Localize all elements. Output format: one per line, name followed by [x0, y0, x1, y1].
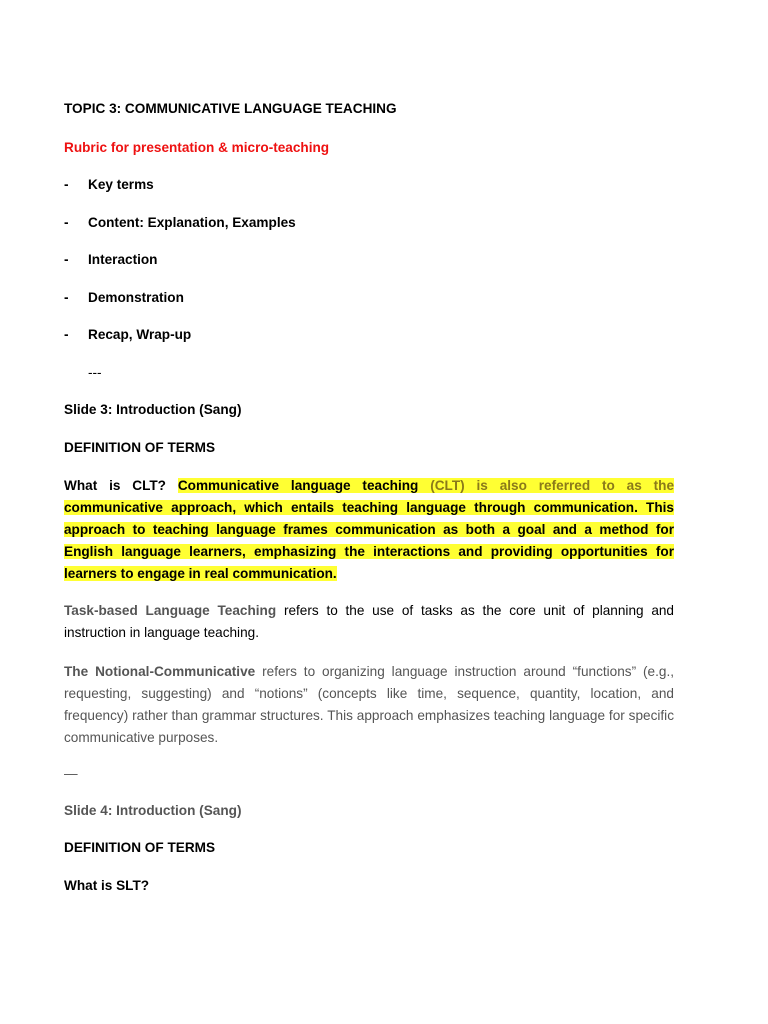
- slide4-title: Slide 4: Introduction (Sang): [64, 803, 242, 818]
- list-item: - Key terms: [88, 174, 154, 196]
- clt-abbr: (CLT) is also referred to as the: [430, 478, 675, 493]
- tblt-body: refers to the use of tasks as the core unit of planning and instruction in language teaching.: [64, 603, 674, 640]
- clt-definition: [64, 475, 674, 585]
- slt-question: What is SLT?: [64, 878, 150, 893]
- separator: —: [64, 766, 78, 781]
- list-item: - Demonstration: [88, 287, 184, 309]
- rubric-heading: Rubric for presentation & micro-teaching: [64, 140, 330, 155]
- clt-question: What is CLT?: [64, 478, 166, 493]
- clt-term: Communicative language teaching: [177, 478, 419, 493]
- bullet-dash: -: [64, 327, 69, 342]
- slide4-section-heading: DEFINITION OF TERMS: [64, 840, 216, 855]
- list-item: - Content: Explanation, Examples: [88, 212, 296, 234]
- notional-definition: [64, 661, 674, 749]
- tblt-definition: [64, 600, 674, 644]
- list-item: - Interaction: [88, 249, 158, 271]
- topic-title: TOPIC 3: COMMUNICATIVE LANGUAGE TEACHING: [64, 101, 397, 116]
- notional-body: refers to organizing language instruction around “functions” (e.g., requesting, suggesting) and “notions” (concepts like time, sequence, quantity, location, and frequency) rather than grammar structures. This approach emphasizes teaching language for specific communicative purposes.: [64, 664, 674, 745]
- bullet-dash: -: [64, 215, 69, 230]
- bullet-dash: -: [64, 177, 69, 192]
- bullet-dash: -: [64, 252, 69, 267]
- bullet-dash: -: [64, 290, 69, 305]
- notional-term: The Notional-Communicative: [64, 664, 256, 679]
- separator: ---: [88, 365, 102, 380]
- clt-body: communicative approach, which entails teaching language through communication. This approach to teaching language frames communication as both a goal and a method for English language learners, emphasizing the interactions and providing opportunities for learners to engage in real communication.: [64, 500, 674, 581]
- tblt-term: Task-based Language Teaching: [64, 603, 277, 618]
- slide3-section-heading: DEFINITION OF TERMS: [64, 440, 216, 455]
- list-item: - Recap, Wrap-up: [88, 324, 191, 346]
- slide3-title: Slide 3: Introduction (Sang): [64, 402, 242, 417]
